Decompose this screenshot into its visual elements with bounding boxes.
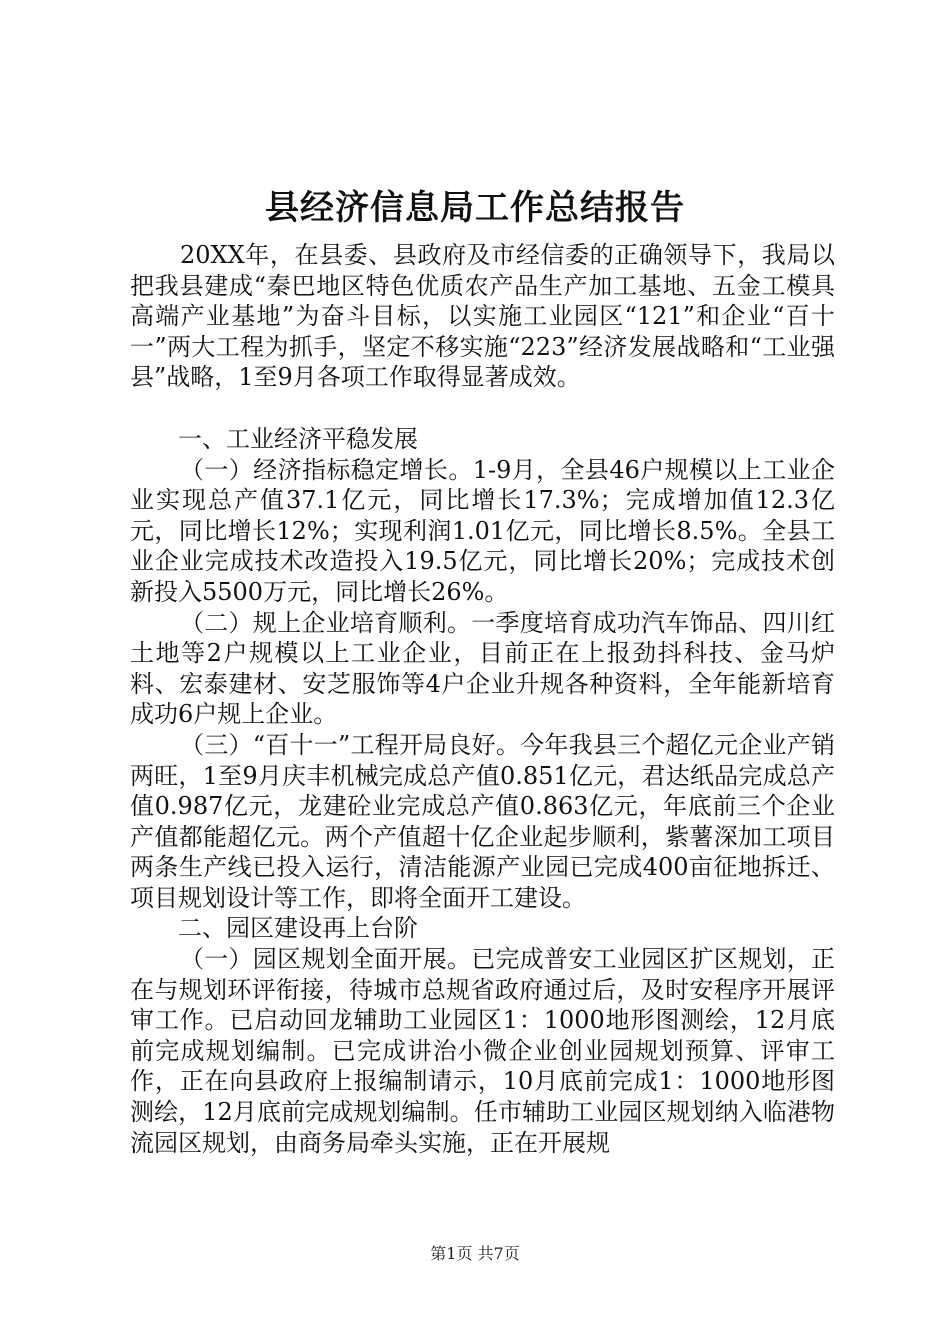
section-1-paragraph-2: （二）规上企业培育顺利。一季度培育成功汽车饰品、四川红土地等2户规模以上工业企业，目前正在上报劲抖科技、金马炉料、宏泰建材、安芝服饰等4户企业升规各种资料，全年能新培育成功6户规上企业。 bbox=[130, 608, 835, 729]
document-title: 县经济信息局工作总结报告 bbox=[265, 188, 685, 228]
intro-paragraph: 20XX年，在县委、县政府及市经信委的正确领导下，我局以把我县建成“秦巴地区特色优质农产品生产加工基地、五金工模具高端产业基地”为奋斗目标，以实施工业园区“121”和企业“百十一”两大工程为抓手，坚定不移实施“223”经济发展战略和“工业强县”战略，1至9月各项工作取得显著成效。 bbox=[130, 241, 835, 392]
document-body bbox=[130, 240, 835, 1158]
page-number-footer: 第1页 共7页 bbox=[430, 1244, 520, 1263]
section-1-paragraph-1: （一）经济指标稳定增长。1-9月，全县46户规模以上工业企业实现总产值37.1亿元，同比增长17.3%；完成增加值12.3亿元，同比增长12%；实现利润1.01亿元，同比增长8.5%。全县工业企业完成技术改造投入19.5亿元，同比增长20%；完成技术创新投入5500万元，同比增长26%。 bbox=[130, 455, 835, 606]
section-heading-1: 一、工业经济平稳发展 bbox=[178, 424, 418, 453]
section-1-paragraph-3: （三）“百十一”工程开局良好。今年我县三个超亿元企业产销两旺，1至9月庆丰机械完成总产值0.851亿元，君达纸品完成总产值0.987亿元，龙建砼业完成总产值0.863亿元，年底前三个企业产值都能超亿元。两个产值超十亿企业起步顺利，紫薯深加工项目两条生产线已投入运行，清洁能源产业园已完成400亩征地拆迁、项目规划设计等工作，即将全面开工建设。 bbox=[130, 730, 835, 912]
section-2-paragraph-1: （一）园区规划全面开展。已完成普安工业园区扩区规划，正在与规划环评衔接，待城市总规省政府通过后，及时安程序开展评审工作。已启动回龙辅助工业园区1：1000地形图测绘，12月底前完成规划编制。已完成讲治小微企业创业园规划预算、评审工作，正在向县政府上报编制请示，10月底前完成1：1000地形图测绘，12月底前完成规划编制。任市辅助工业园区规划纳入临港物流园区规划，由商务局牵头实施，正在开展规 bbox=[130, 945, 835, 1157]
section-heading-2: 二、园区建设再上台阶 bbox=[178, 914, 418, 943]
paragraph-spacer bbox=[130, 393, 835, 424]
